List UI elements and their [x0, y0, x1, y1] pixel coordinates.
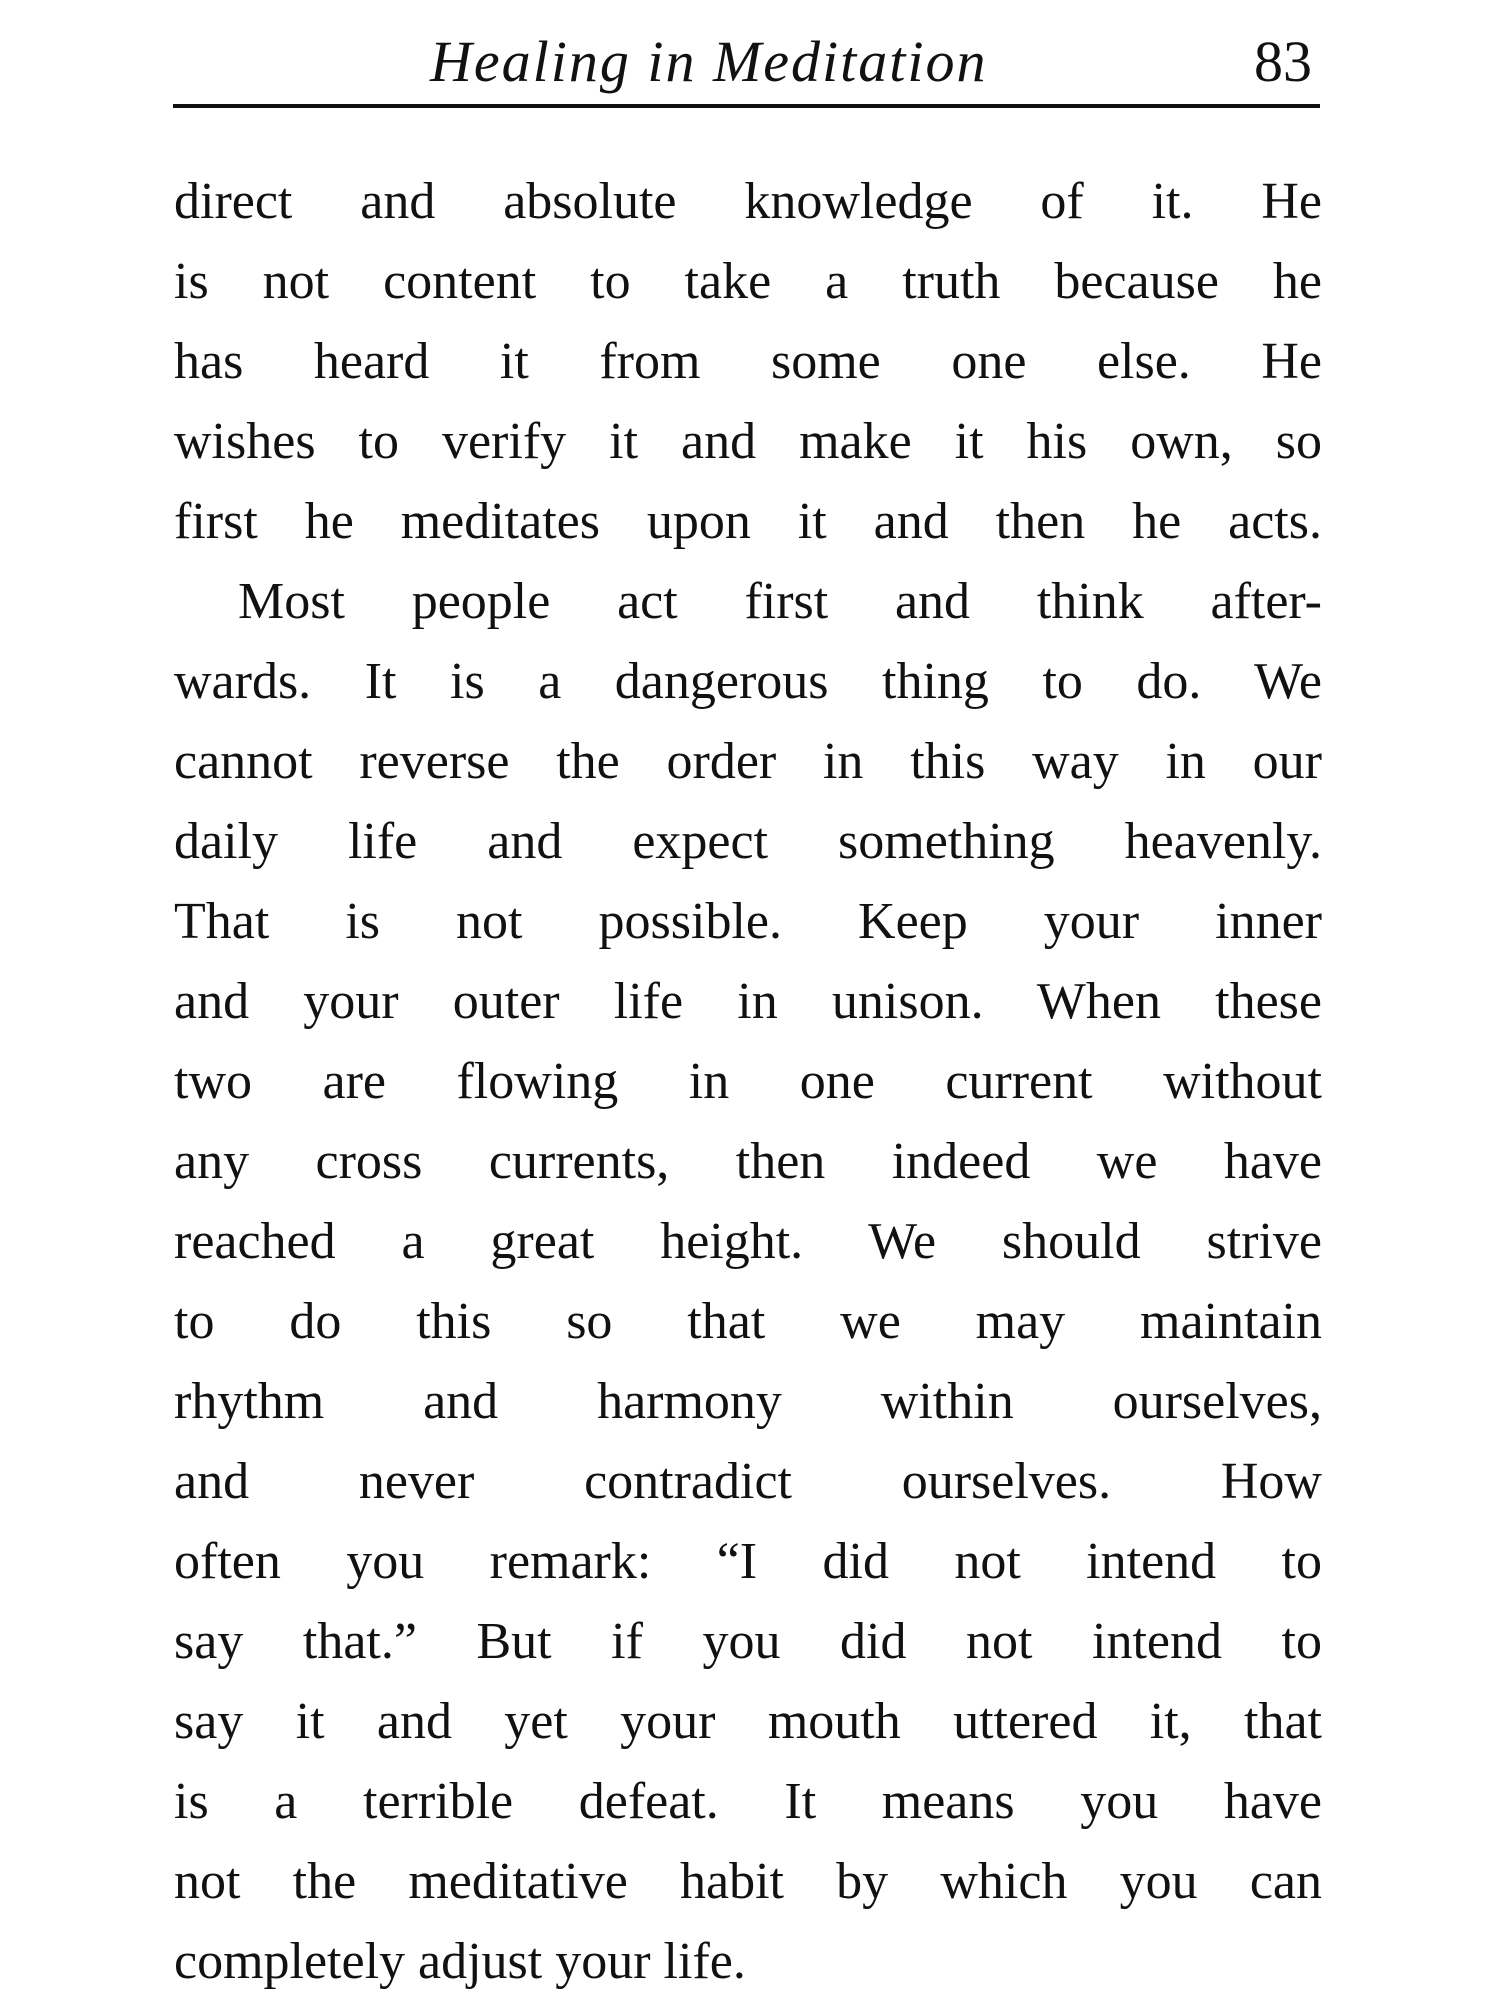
text-line: and never contradict ourselves. How: [174, 1453, 1322, 1510]
text-line: first he meditates upon it and then he acts.: [174, 493, 1322, 550]
text-line: reached a great height. We should strive: [174, 1213, 1322, 1270]
text-line: not the meditative habit by which you can: [174, 1853, 1322, 1910]
paragraph-2: [174, 562, 1322, 2002]
text-line: completely adjust your life.: [174, 1933, 746, 1990]
running-title: Healing in Meditation: [430, 29, 988, 94]
text-line: daily life and expect something heavenly.: [174, 813, 1322, 870]
text-line: That is not possible. Keep your inner: [174, 893, 1322, 950]
body-text: [174, 162, 1322, 2002]
text-line: direct and absolute knowledge of it. He: [174, 173, 1322, 230]
text-line: and your outer life in unison. When these: [174, 973, 1322, 1030]
text-line: often you remark: “I did not intend to: [174, 1533, 1322, 1590]
text-line: to do this so that we may maintain: [174, 1293, 1322, 1350]
text-line: cannot reverse the order in this way in our: [174, 733, 1322, 790]
text-line: is not content to take a truth because he: [174, 253, 1322, 310]
text-line: is a terrible defeat. It means you have: [174, 1773, 1322, 1830]
text-line: any cross currents, then indeed we have: [174, 1133, 1322, 1190]
page-number: 83: [1254, 29, 1312, 94]
text-line: Most people act first and think after-: [238, 573, 1322, 630]
text-line: say it and yet your mouth uttered it, that: [174, 1693, 1322, 1750]
header-rule: [173, 104, 1320, 108]
running-head: [175, 22, 1320, 102]
text-line: wishes to verify it and make it his own, so: [174, 413, 1322, 470]
paragraph-1: [174, 162, 1322, 562]
text-line: say that.” But if you did not intend to: [174, 1613, 1322, 1670]
text-line: wards. It is a dangerous thing to do. We: [174, 653, 1322, 710]
text-line: has heard it from some one else. He: [174, 333, 1322, 390]
text-line: rhythm and harmony within ourselves,: [174, 1373, 1322, 1430]
text-line: two are flowing in one current without: [174, 1053, 1322, 1110]
